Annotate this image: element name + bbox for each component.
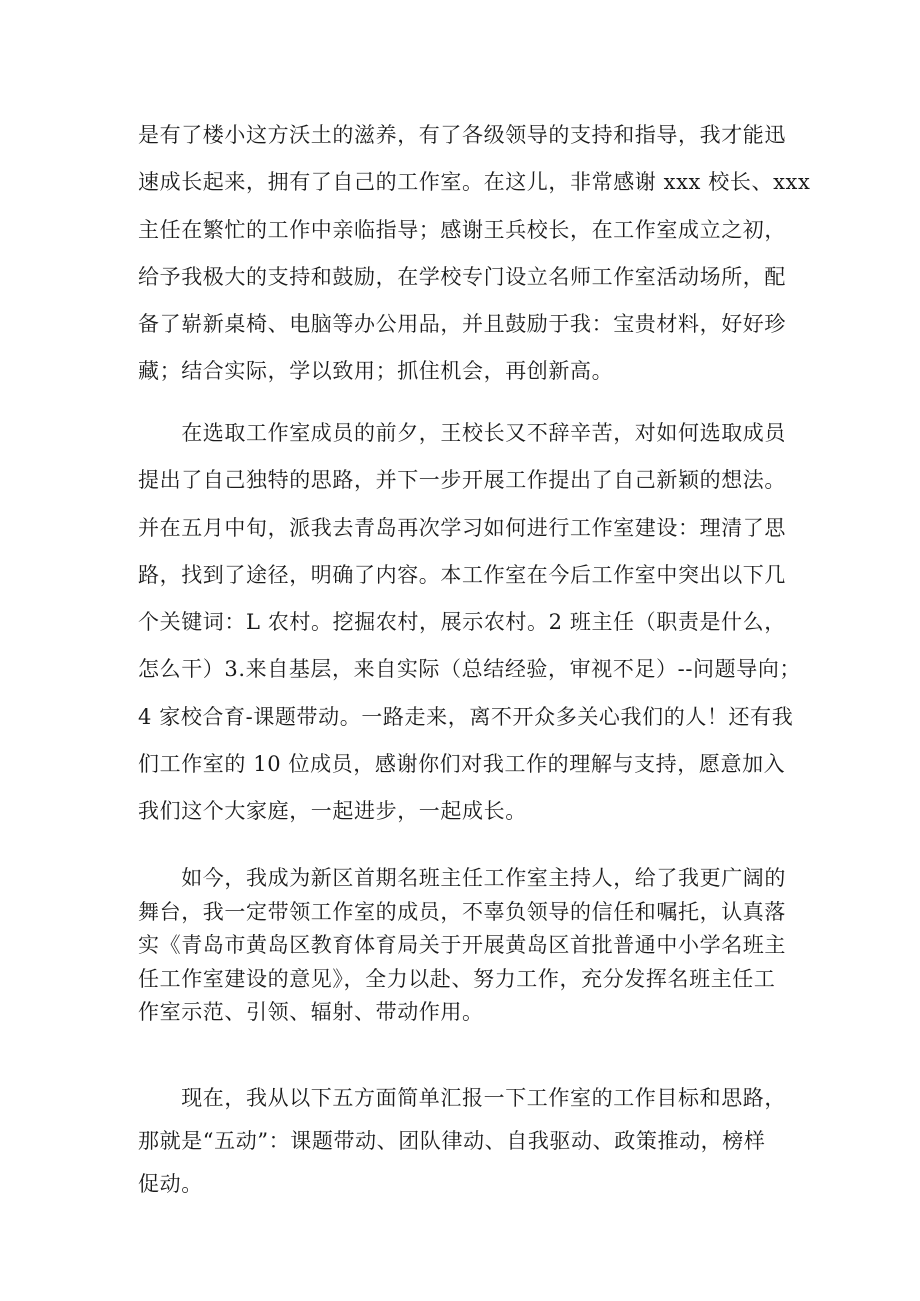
text-line: 那就是“五动”：课题带动、团队律动、自我驱动、政策推动，榜样 bbox=[138, 1129, 766, 1153]
text-line: 舞台，我一定带领工作室的成员，不辜负领导的信任和嘱托，认真落 bbox=[138, 899, 786, 924]
text-line: 是有了楼小这方沃土的滋养，有了各级领导的支持和指导，我才能迅 bbox=[138, 123, 786, 147]
text-line: 在选取工作室成员的前夕，王校长又不辞辛苦，对如何选取成员 bbox=[138, 421, 786, 445]
paragraph-2 bbox=[138, 410, 802, 836]
text-line: 作室示范、引领、辐射、带动作用。 bbox=[138, 1000, 484, 1024]
text-line: 给予我极大的支持和鼓励，在学校专门设立名师工作室活动场所，配 bbox=[138, 264, 786, 289]
text-line: 如今，我成为新区首期名班主任工作室主持人，给了我更广阔的 bbox=[138, 866, 786, 890]
text-line: 们工作室的 10 位成员，感谢你们对我工作的理解与支持，愿意加入 bbox=[138, 752, 786, 777]
text-line: 现在，我从以下五方面简单汇报一下工作室的工作目标和思路， bbox=[138, 1086, 786, 1110]
text-line: 实《青岛市黄岛区教育体育局关于开展黄岛区首批普通中小学名班主 bbox=[138, 933, 786, 957]
text-line: 任工作室建设的意见》，全力以赴、努力工作，充分发挥名班主任工 bbox=[138, 966, 776, 991]
text-line: 藏；结合实际，学以致用；抓住机会，再创新高。 bbox=[138, 359, 614, 384]
paragraph-4 bbox=[138, 1077, 798, 1206]
text-line: 个关键词：L 农村。挖掘农村，展示农村。2 班主任（职责是什么， bbox=[138, 610, 786, 635]
text-line: 促动。 bbox=[138, 1172, 203, 1196]
paragraph-1 bbox=[138, 112, 811, 396]
text-line: 备了崭新桌椅、电脑等办公用品，并且鼓励于我：宝贵材料，好好珍 bbox=[138, 312, 786, 337]
text-line: 主任在繁忙的工作中亲临指导；感谢王兵校长，在工作室成立之初， bbox=[138, 217, 786, 242]
text-line: 4 家校合育-课题带动。一路走来，离不开众多关心我们的人！还有我 bbox=[138, 704, 794, 729]
text-line: 我们这个大家庭，一起进步，一起成长。 bbox=[138, 799, 527, 824]
text-line: 并在五月中旬，派我去青岛再次学习如何进行工作室建设：理清了思 bbox=[138, 515, 786, 540]
text-line: 怎么干）3.来自基层，来自实际（总结经验，审视不足）--问题导向； bbox=[138, 657, 802, 682]
paragraph-3 bbox=[138, 862, 798, 1030]
text-line: 速成长起来，拥有了自己的工作室。在这儿，非常感谢 xxx 校长、xxx bbox=[138, 170, 811, 195]
text-line: 路，找到了途径，明确了内容。本工作室在今后工作室中突出以下几 bbox=[138, 562, 786, 587]
text-line: 提出了自己独特的思路，并下一步开展工作提出了自己新颖的想法。 bbox=[138, 468, 786, 493]
